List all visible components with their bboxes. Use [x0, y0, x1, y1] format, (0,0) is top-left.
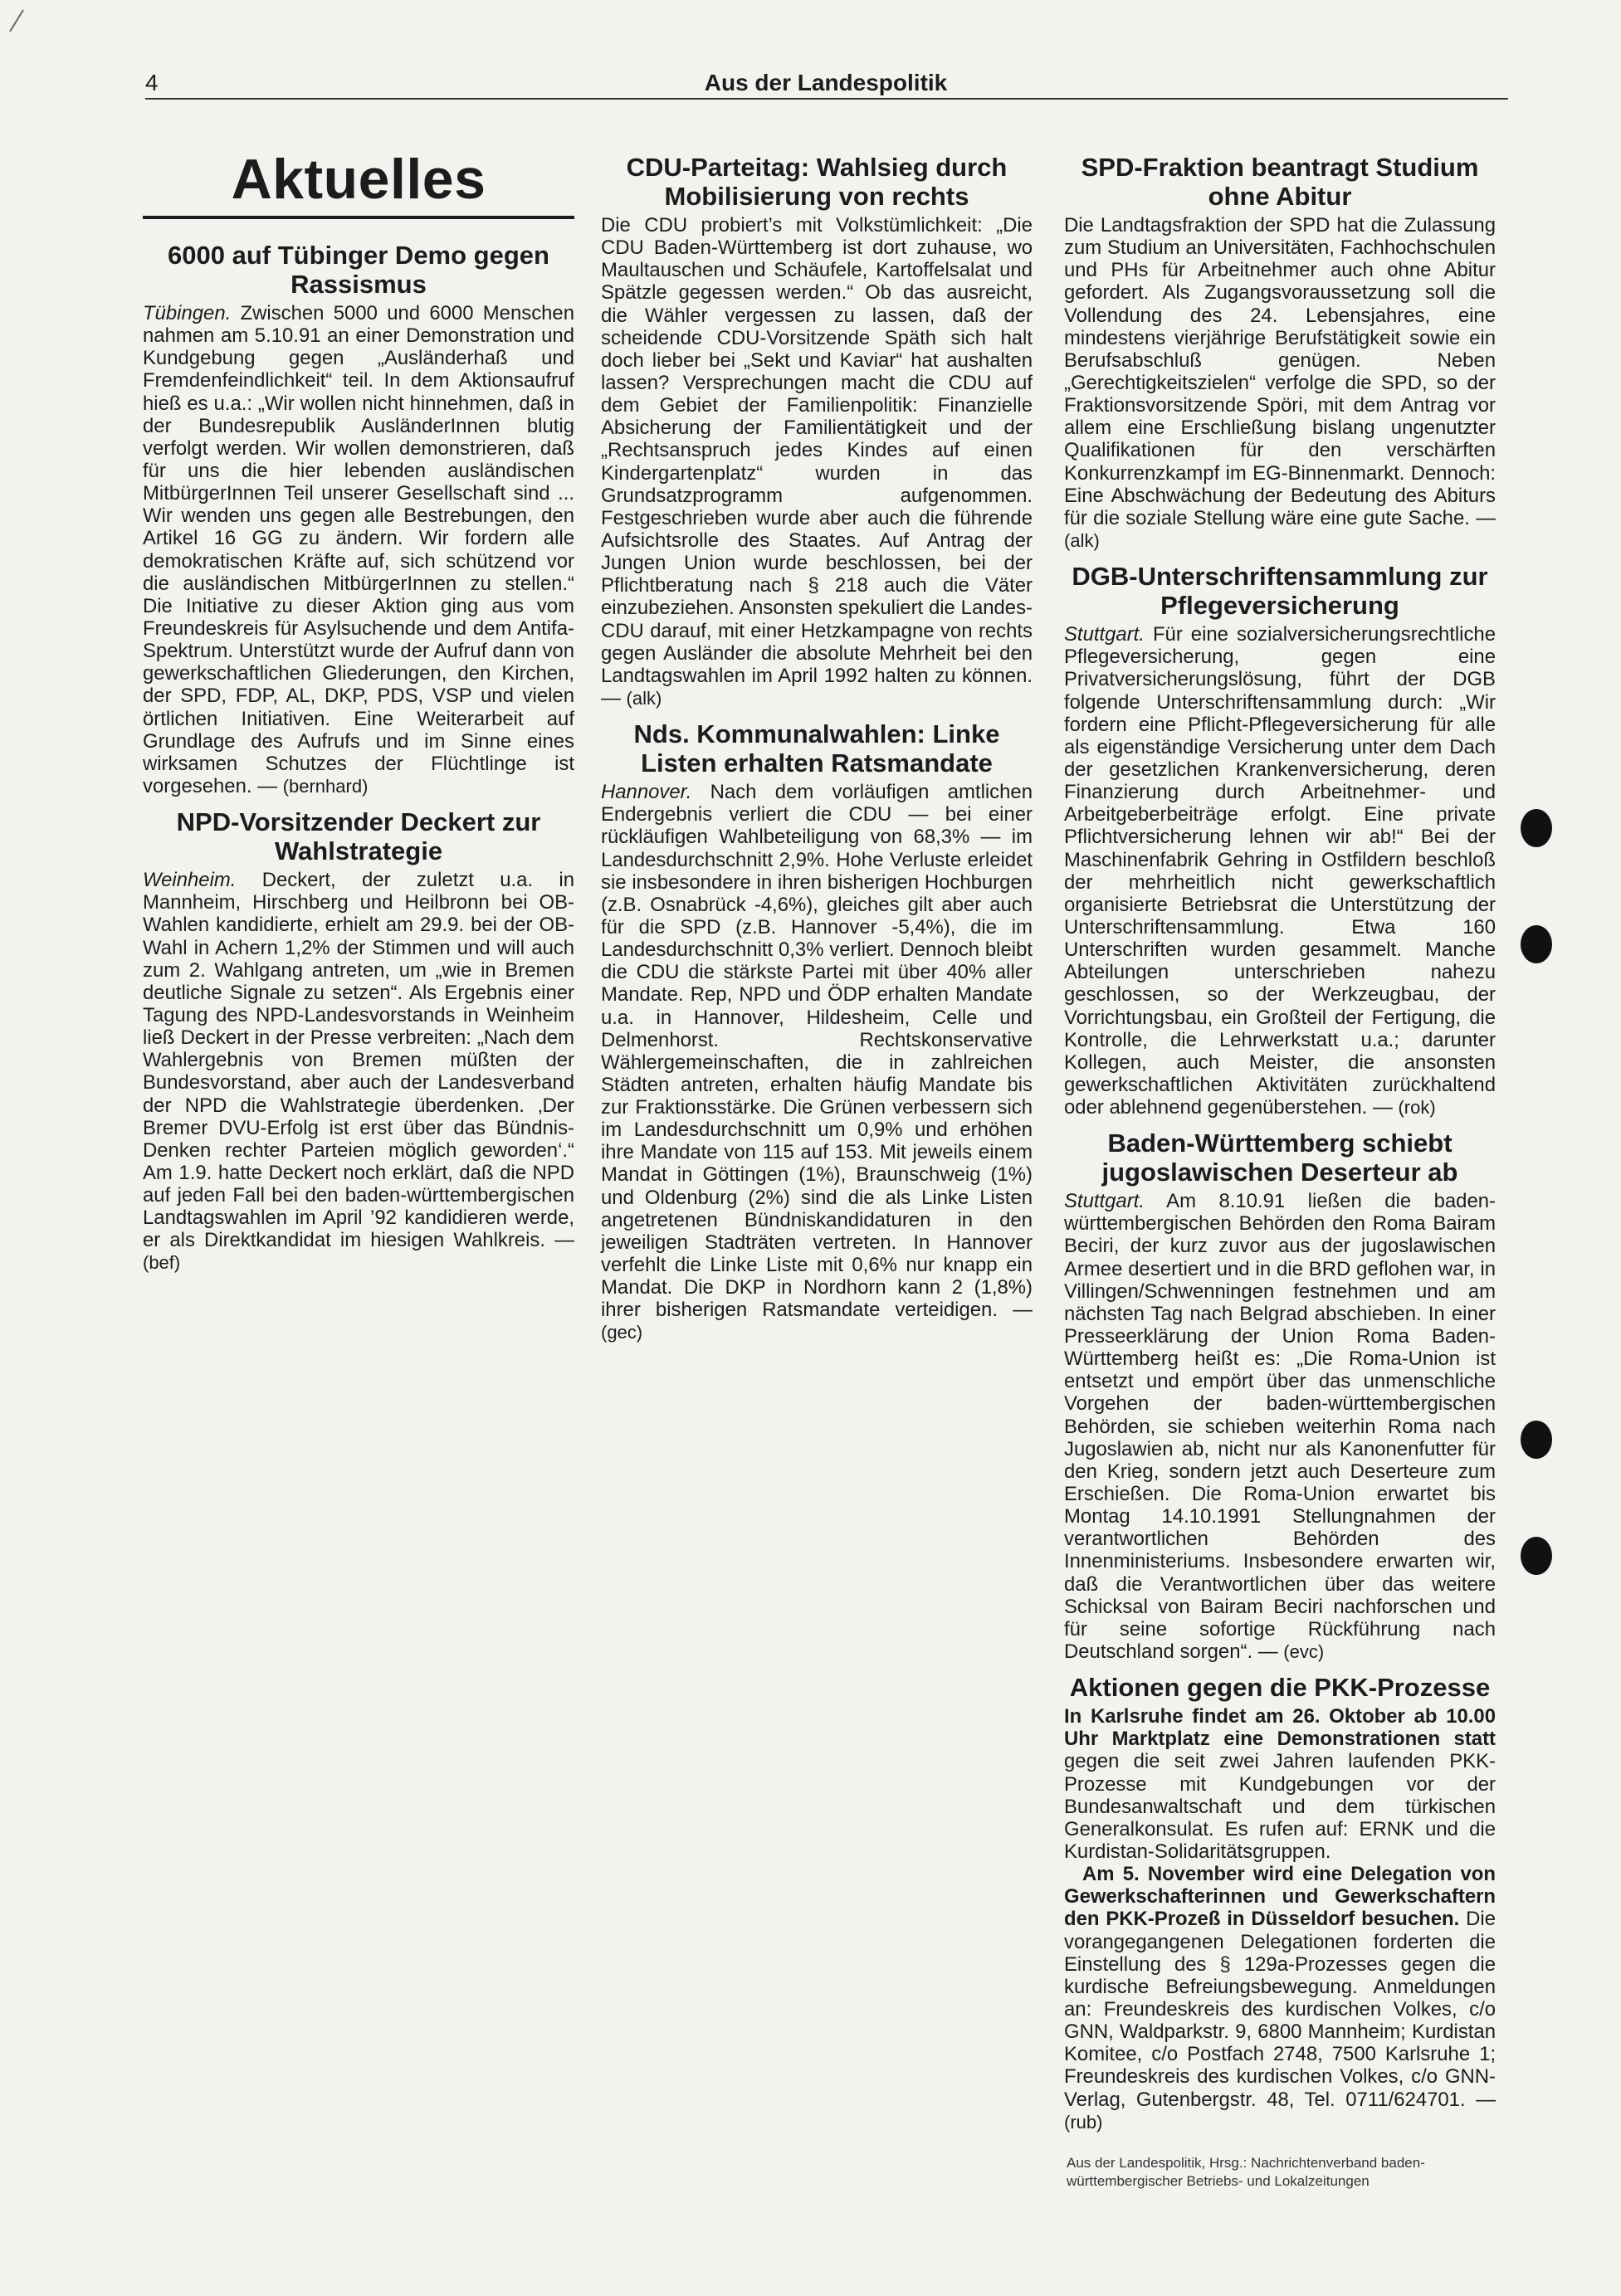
headline: SPD-Fraktion beantragt Studium ohne Abitur — [1081, 153, 1479, 211]
author-tag: (gec) — [601, 1322, 643, 1343]
author-tag: (alk) — [1064, 529, 1100, 551]
article-dgb-pflegeversicherung — [1064, 562, 1496, 1119]
column-3 — [1064, 143, 1496, 2133]
article-pkk-prozesse — [1064, 1673, 1496, 2133]
headline: Baden-Württemberg schiebt jugoslawischen Deserteur ab — [1101, 1129, 1458, 1187]
article-deserteur — [1064, 1129, 1496, 1663]
kicker-rule — [143, 216, 574, 219]
body-text: Nach dem vorläufigen amtlichen Endergebnis verliert die CDU — bei einer rückläufigen Wahlbeteiligung von 68,3% — im Landesdurchschnitt 2,9%. Hohe Verluste erleidet sie insbesondere in ihren bisherigen Hochburgen (z.B. Osnabrück -4,6%), gleiches gilt aber auch für die SPD (z.B. Hannover -5,4%), die im Landesdurchschnitt 0,3% verliert. Dennoch bleibt die CDU die stärkste Partei mit über 40% aller Mandate. Rep, NPD und ÖDP erhalten Mandate u.a. in Hannover, Hildesheim, Celle und Delmenhorst. Rechtskonservative Wählergemeinschaften, die in zahlreichen Städten antreten, erhalten häufig Mandate bis zur Fraktionsstärke. Die Grünen verbessern sich im Landesdurchschnitt um 0,9% und erhöhen ihre Mandate von 115 auf 153. Mit jeweils einem Mandat in Göttingen (1%), Braunschweig (1%) und Oldenburg (2%) sind die als Linke Listen angetretenen Bündniskandidaturen in den jeweiligen Stadträten vertreten. In Hannover verfehlt die Linke Liste mit 0,6% nur knapp ein Mandat. Die DKP in Nordhorn kann 2 (1,8%) ihrer bisherigen Ratsmandate verteidigen. — — [601, 781, 1033, 1322]
lead-text: gegen die seit zwei Jahren laufenden PKK-Prozesse mit Kundgebungen vor der Bundesanwaltschaft und dem türkischen Generalkonsulat. Es rufen auf: ERNK und die Kurdistan-Solidaritätsgruppen. — [1064, 1750, 1496, 1863]
page-number: 4 — [145, 70, 159, 95]
body-text: Deckert, der zuletzt u.a. in Mannheim, Hirschberg und Heilbronn bei OB-Wahlen kandidierte, erhielt am 29.9. bei der OB-Wahl in Achern 1,2% der Stimmen und will auch zum 2. Wahlgang antreten, um „wie in Bremen deutliche Signale zu setzen“. Als Ergebnis einer Tagung des NPD-Landesvorstands in Weinheim ließ Deckert in der Presse verbreiten: „Nach dem Wahlergebnis von Bremen müßten der Bundesvorstand, aber auch der Landesverband der NPD die Wahlstrategie überdenken. ‚Der Bremer DVU-Erfolg ist erst über das Bündnis-Denken rechter Parteien möglich geworden‘.“ Am 1.9. hatte Deckert noch erklärt, daß die NPD auf jeden Fall bei den baden-württembergischen Landtagswahlen im April ’92 kandidieren werde, er als Direktkandidat im hiesigen Wahlkreis. — — [143, 869, 574, 1252]
article-body — [1064, 623, 1496, 1119]
punch-hole — [1521, 1537, 1552, 1575]
place-name: Stuttgart. — [1064, 1190, 1145, 1213]
article-body — [601, 214, 1033, 709]
headline: NPD-Vorsitzender Deckert zur Wahlstrategie — [176, 807, 541, 866]
headline: Nds. Kommunalwahlen: Linke Listen erhalten Ratsmandate — [633, 719, 1000, 778]
author-tag: (alk) — [626, 687, 662, 709]
author-tag: (bef) — [143, 1252, 181, 1274]
punch-hole — [1521, 925, 1552, 963]
place-name: Stuttgart. — [1064, 623, 1145, 646]
article-spd-studium — [1064, 153, 1496, 552]
corner-tick-mark — [7, 7, 37, 37]
headline: 6000 auf Tübinger Demo gegen Rassismus — [168, 241, 549, 299]
article-body — [143, 869, 574, 1275]
place-name: Weinheim. — [143, 869, 237, 892]
column-1 — [143, 139, 574, 1275]
article-body — [601, 781, 1033, 1344]
article-lead — [1064, 1705, 1496, 1863]
headline: DGB-Unterschriftensammlung zur Pflegeversicherung — [1072, 562, 1488, 621]
impressum: Aus der Landespolitik, Hrsg.: Nachrichtenverband baden-württembergischer Betriebs- und Lokalzeitungen — [1067, 2155, 1425, 2189]
article-body — [143, 302, 574, 797]
column-2 — [601, 143, 1033, 1344]
page-header — [145, 65, 1506, 98]
article-body — [1064, 214, 1496, 552]
author-tag: (rub) — [1064, 2111, 1103, 2133]
author-tag: (bernhard) — [282, 775, 369, 797]
author-tag: (evc) — [1283, 1641, 1325, 1663]
punch-hole — [1521, 1421, 1552, 1459]
body-text: Die Landtagsfraktion der SPD hat die Zulassung zum Studium an Universitäten, Fachhochschulen und PHs für Arbeitnehmer auch ohne Abitur gefordert. Als Zugangsvoraussetzung soll die Vollendung des 24. Lebensjahres, eine mindestens vierjährige Berufstätigkeit sowie ein Berufsabschluß genügen. Neben „Gerechtigkeitszielen“ verfolge die SPD, so der Fraktionsvorsitzende Spöri, mit dem Antrag vor allem eine Erschließung bislang ungenutzter Qualifikationen für den verschärften Konkurrenzkampf im EG-Binnenmarkt. Dennoch: Eine Abschwächung der Bedeutung des Abiturs für die soziale Stellung wäre eine gute Sache. — — [1064, 214, 1496, 529]
article-cdu-parteitag — [601, 153, 1033, 709]
article-body — [1064, 1190, 1496, 1663]
section-title: Aus der Landespolitik — [704, 70, 948, 95]
place-name: Tübingen. — [143, 302, 232, 324]
article-second-paragraph — [1064, 1863, 1496, 2133]
body-text: Für eine sozialversicherungsrechtliche Pflegeversicherung, gegen eine Privatversicherungslösung, führt der DGB folgende Unterschriftensammlung durch: „Wir fordern eine Pflicht-Pflegeversicherung für alle als eigenständige Versicherung unter dem Dach der gesetzlichen Krankenversicherung, deren Finanzierung durch Arbeitnehmer- und Arbeitgeberbeiträge erfolgt. Eine private Pflichtversicherung lehnen wir ab!“ Bei der Maschinenfabrik Gehring in Ostfildern beschloß der mehrheitlich nicht gewerkschaftlich organisierte Betriebsrat die Unterstützung der Unterschriftensammlung. Etwa 160 Unterschriften wurden gesammelt. Manche Abteilungen unterschrieben nahezu geschlossen, so der Werkzeugbau, der Vorrichtungsbau, ein Großteil der Fertigung, die Kontrolle, die Lehrwerkstatt u.a.; darunter Kollegen, auch Meister, die ansonsten gewerkschaftlichen Aktivitäten zurückhaltend oder ablehnend gegenüberstehen. — — [1064, 623, 1496, 1119]
headline: CDU-Parteitag: Wahlsieg durch Mobilisierung von rechts — [626, 153, 1008, 211]
header-rule — [145, 98, 1508, 100]
place-name: Hannover. — [601, 781, 692, 804]
body-text: Die CDU probiert’s mit Volkstümlichkeit: „Die CDU Baden-Württemberg ist dort zuhause, wo Maultauschen und Schäufele, Kartoffelsalat und Spätzle gegessen werden.“ Ob das ausreicht, die Wähler vergessen zu lassen, daß der scheidende CDU-Vorsitzende Späth sich halt doch lieber bei „Sekt und Kaviar“ hat aushalten lassen? Versprechungen macht die CDU auf dem Gebiet der Familienpolitik: Finanzielle Absicherung der Familientätigkeit und der „Rechtsanspruch jedes Kindes auf einen Kindergartenplatz“ wurden in das Grundsatzprogramm aufgenommen. Festgeschrieben wurde aber auch die führende Aufsichtsrolle des Staates. Auf Antrag der Jungen Union wurde beschlossen, bei der Pflichtberatung nach § 218 auch die Väter einzubeziehen. Ansonsten spekuliert die Landes-CDU darauf, mit einer Hetzkampagne von rechts gegen Ausländer die absolute Mehrheit bei den Landtagswahlen im April 1992 halten zu können. — — [601, 214, 1033, 709]
body-text: Zwischen 5000 und 6000 Menschen nahmen am 5.10.91 an einer Demonstration und Kundgebung gegen „Ausländerhaß und Fremdenfeindlichkeit“ teil. In dem Aktionsaufruf hieß es u.a.: „Wir wollen nicht hinnehmen, daß in der Bundesrepublik AusländerInnen blutig verfolgt werden. Wir wollen demonstrieren, daß für uns die hier lebenden ausländischen MitbürgerInnen Teil unserer Gesellschaft sind ... Wir wenden uns gegen alle Bestrebungen, den Artikel 16 GG zu ändern. Wir fordern alle demokratischen Kräfte auf, sich schützend vor die ausländischen MitbürgerInnen zu stellen.“ Die Initiative zu dieser Aktion ging aus vom Freundeskreis für Asylsuchende und dem Antifa-Spektrum. Unterstützt wurde der Aufruf dann von gewerkschaftlichen Gliederungen, den Kirchen, der SPD, FDP, AL, DKP, PDS, VSP und vielen örtlichen Initiativen. Eine Weiterarbeit auf Grundlage des Aufrufs und im Sinne eines wirksamen Schutzes der Flüchtlinge ist vorgesehen. — — [143, 302, 574, 797]
second-text: Die vorangegangenen Delegationen forderten die Einstellung des § 129a-Prozesses gegen die kurdische Befreiungsbewegung. Anmeldungen an: Freundeskreis des kurdischen Volkes, c/o GNN, Waldparkstr. 9, 6800 Mannheim; Kurdistan Komitee, c/o Postfach 2748, 7500 Karlsruhe 1; Freundeskreis des kurdischen Volkes, c/o GNN-Verlag, Gutenbergstr. 48, Tel. 0711/624701. — — [1064, 1908, 1496, 2111]
second-bold: Am 5. November wird eine Delegation von Gewerkschafterinnen und Gewerkschaftern den PKK-Prozeß in Düsseldorf besuchen. — [1064, 1863, 1496, 1931]
kicker-title: Aktuelles — [231, 148, 486, 211]
article-npd-deckert — [143, 807, 574, 1275]
article-tuebingen-demo — [143, 241, 574, 797]
punch-hole — [1521, 809, 1552, 847]
lead-bold: In Karlsruhe findet am 26. Oktober ab 10.00 Uhr Marktplatz eine Demonstrationen statt — [1064, 1705, 1496, 1751]
headline: Aktionen gegen die PKK-Prozesse — [1069, 1673, 1491, 1703]
author-tag: (rok) — [1398, 1097, 1436, 1119]
body-text: Am 8.10.91 ließen die baden-württembergischen Behörden den Roma Bairam Beciri, der kurz zuvor aus der jugoslawischen Armee desertiert und in die BRD geflohen war, in Villingen/Schwenningen festnehmen und am nächsten Tag nach Belgrad abschieben. In einer Presseerklärung der Union Roma Baden-Württemberg heißt es: „Die Roma-Union ist entsetzt und empört über das unmenschliche Vorgehen der baden-württembergischen Behörden, sie schieben weiterhin Roma nach Jugoslawien ab, nicht nur als Kanonenfutter für den Krieg, sondern jetzt auch Deserteure zum Erschießen. Die Roma-Union erwartet bis Montag 14.10.1991 Stellungnahmen der verantwortlichen Behörden des Innenministeriums. Insbesondere erwarten wir, daß die Verantwortlichen über das weitere Schicksal von Bairam Beciri nachforschen und für seine sofortige Rückführung nach Deutschland sorgen“. — — [1064, 1190, 1496, 1664]
article-nds-kommunalwahlen — [601, 719, 1033, 1344]
